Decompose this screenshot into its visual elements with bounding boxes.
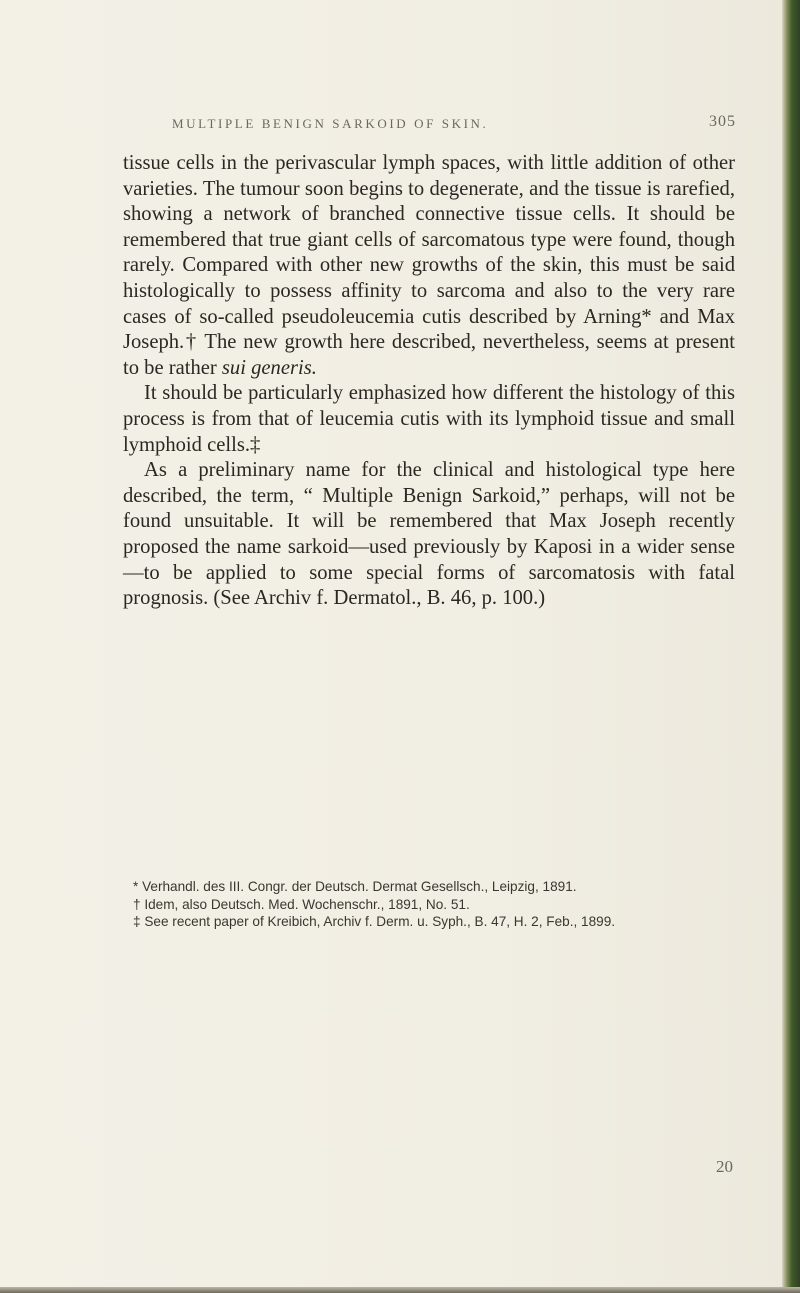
paragraph-1 (123, 151, 735, 381)
footnote-2: † Idem, also Deutsch. Med. Wochenschr., 1891, No. 51. (133, 896, 470, 912)
paragraph-1-italic: sui generis. (221, 356, 317, 379)
running-title: MULTIPLE BENIGN SARKOID OF SKIN. (172, 116, 489, 131)
body-text (123, 151, 735, 612)
signature-mark: 20 (716, 1157, 733, 1176)
paragraph-2: It should be particularly emphasized how different the histology of this process is from that of leucemia cutis with its lymphoid tissue and small lymphoid cells.‡ (123, 382, 735, 456)
page-number: 305 (709, 113, 736, 130)
paragraph-1-text: tissue cells in the perivascular lymph spaces, with little addition of other varieties. The tumour soon begins to degenerate, and the tissue is rarefied, showing a network of branched connective tissue cells. It should be remembered that true giant cells of sarcomatous type were found, though rarely. Compared with other new growths of the skin, this must be said histologically to possess affinity to sarcoma and also to the very rare cases of so-called pseudoleucemia cutis described by Arning* and Max Joseph.† The new growth here described, nevertheless, seems at present to be rather (123, 152, 735, 379)
footnote-3: ‡ See recent paper of Kreibich, Archiv f. Derm. u. Syph., B. 47, H. 2, Feb., 1899. (133, 914, 616, 930)
paragraph-3: As a preliminary name for the clinical and histological type here described, the term, “ Multiple Benign Sarkoid,” perhaps, will not be found unsuitable. It will be remembered that Max Joseph recently proposed the name sarkoid—used previously by Kaposi in a wider sense—to be applied to some special forms of sarcomatosis with fatal prognosis. (See Archiv f. Dermatol., B. 46, p. 100.) (123, 459, 735, 610)
footnotes (123, 878, 735, 931)
page-bottom-edge (0, 1287, 800, 1293)
footnote-1: * Verhandl. des III. Congr. der Deutsch. Dermat Gesellsch., Leipzig, 1891. (133, 879, 577, 894)
book-binding-edge (782, 0, 800, 1293)
